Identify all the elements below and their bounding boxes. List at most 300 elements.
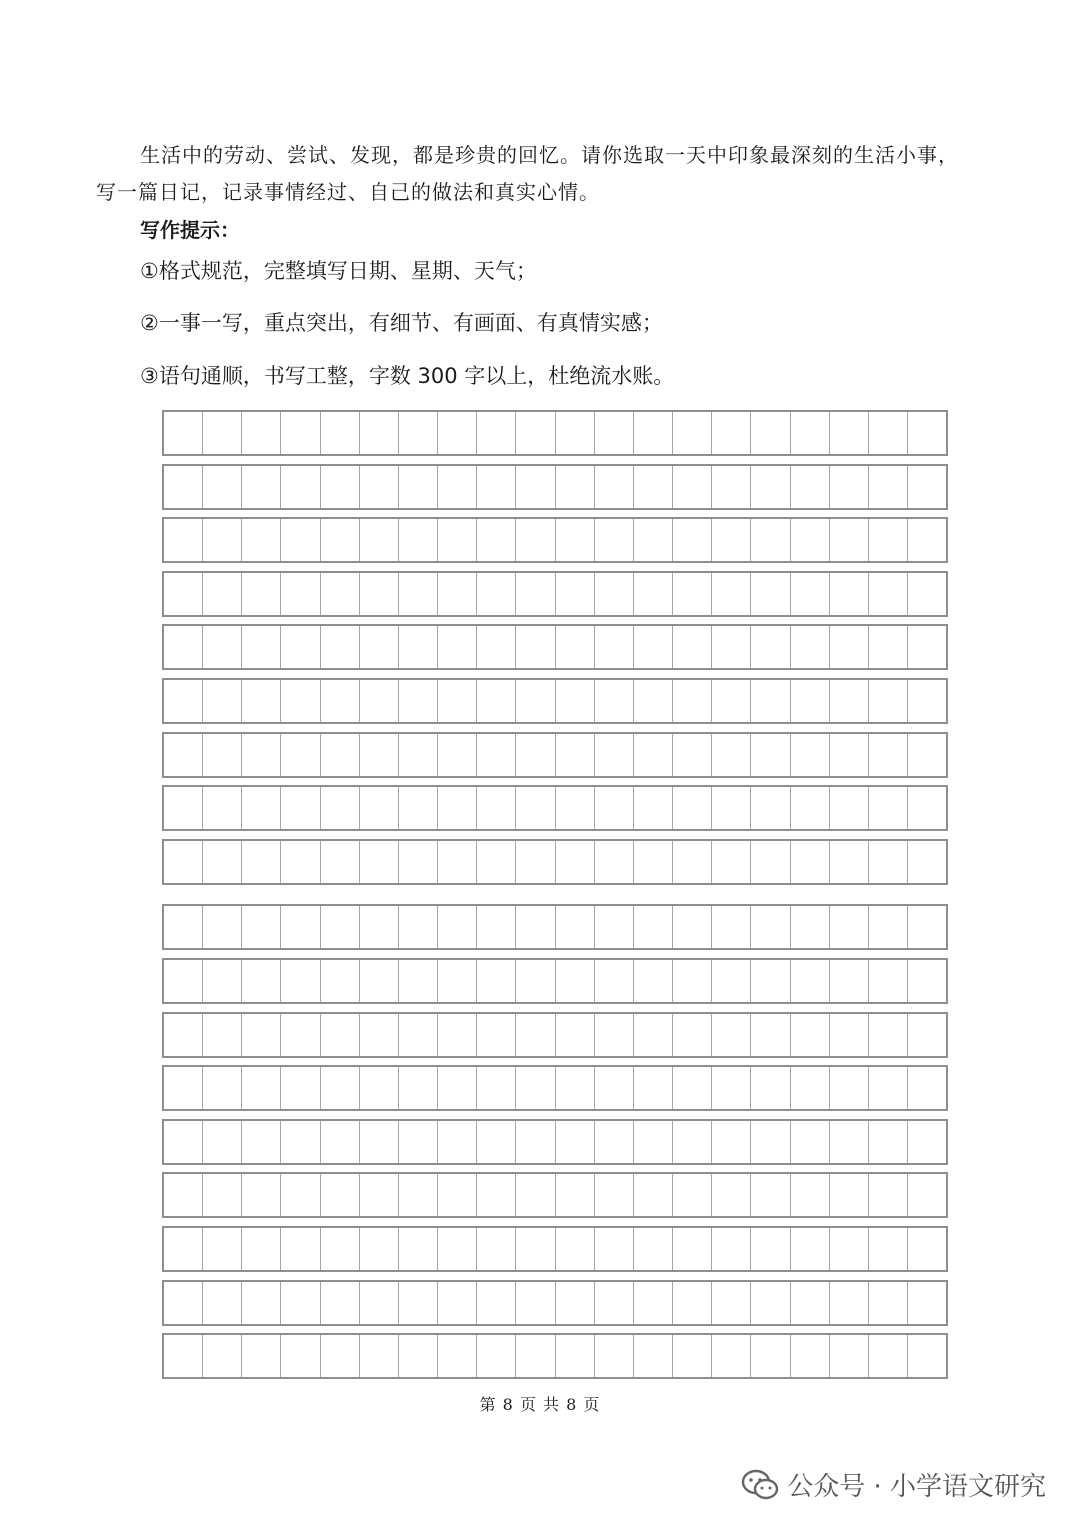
grid-cell[interactable]: [673, 626, 712, 668]
grid-cell[interactable]: [360, 466, 399, 508]
grid-cell[interactable]: [634, 841, 673, 883]
grid-cell[interactable]: [360, 1282, 399, 1324]
grid-cell[interactable]: [438, 1282, 477, 1324]
grid-cell[interactable]: [830, 1014, 869, 1056]
grid-cell[interactable]: [595, 626, 634, 668]
grid-cell[interactable]: [595, 519, 634, 561]
grid-cell[interactable]: [281, 734, 320, 776]
grid-cell[interactable]: [399, 680, 438, 722]
grid-cell[interactable]: [399, 1282, 438, 1324]
grid-cell[interactable]: [869, 1335, 908, 1377]
grid-cell[interactable]: [908, 1067, 946, 1109]
grid-cell[interactable]: [908, 841, 946, 883]
grid-cell[interactable]: [634, 1282, 673, 1324]
grid-cell[interactable]: [477, 960, 516, 1002]
grid-cell[interactable]: [634, 573, 673, 615]
grid-cell[interactable]: [791, 573, 830, 615]
grid-cell[interactable]: [203, 734, 242, 776]
grid-cell[interactable]: [399, 1174, 438, 1216]
grid-cell[interactable]: [438, 960, 477, 1002]
grid-cell[interactable]: [321, 466, 360, 508]
grid-cell[interactable]: [908, 1014, 946, 1056]
grid-cell[interactable]: [321, 841, 360, 883]
grid-cell[interactable]: [830, 680, 869, 722]
grid-cell[interactable]: [203, 1014, 242, 1056]
grid-cell[interactable]: [556, 626, 595, 668]
grid-cell[interactable]: [477, 519, 516, 561]
grid-cell[interactable]: [751, 906, 790, 948]
grid-cell[interactable]: [360, 519, 399, 561]
grid-cell[interactable]: [712, 1067, 751, 1109]
grid-cell[interactable]: [830, 960, 869, 1002]
grid-cell[interactable]: [556, 906, 595, 948]
grid-cell[interactable]: [438, 1174, 477, 1216]
grid-cell[interactable]: [164, 906, 203, 948]
grid-cell[interactable]: [242, 734, 281, 776]
grid-cell[interactable]: [242, 626, 281, 668]
grid-cell[interactable]: [673, 573, 712, 615]
grid-cell[interactable]: [673, 466, 712, 508]
grid-cell[interactable]: [791, 1067, 830, 1109]
grid-cell[interactable]: [751, 1228, 790, 1270]
grid-cell[interactable]: [516, 1228, 555, 1270]
grid-cell[interactable]: [751, 1282, 790, 1324]
grid-cell[interactable]: [556, 1067, 595, 1109]
grid-cell[interactable]: [869, 1282, 908, 1324]
grid-cell[interactable]: [438, 1121, 477, 1163]
grid-cell[interactable]: [516, 1174, 555, 1216]
grid-cell[interactable]: [516, 734, 555, 776]
grid-cell[interactable]: [595, 680, 634, 722]
grid-cell[interactable]: [360, 1121, 399, 1163]
grid-cell[interactable]: [360, 1228, 399, 1270]
grid-cell[interactable]: [712, 519, 751, 561]
grid-cell[interactable]: [164, 1014, 203, 1056]
grid-cell[interactable]: [203, 1228, 242, 1270]
grid-cell[interactable]: [595, 1228, 634, 1270]
grid-cell[interactable]: [869, 573, 908, 615]
grid-cell[interactable]: [438, 1335, 477, 1377]
grid-cell[interactable]: [751, 734, 790, 776]
grid-cell[interactable]: [869, 841, 908, 883]
grid-cell[interactable]: [321, 1174, 360, 1216]
grid-cell[interactable]: [673, 734, 712, 776]
grid-cell[interactable]: [712, 1174, 751, 1216]
grid-cell[interactable]: [516, 626, 555, 668]
grid-cell[interactable]: [281, 1282, 320, 1324]
grid-cell[interactable]: [869, 1228, 908, 1270]
grid-cell[interactable]: [791, 734, 830, 776]
grid-cell[interactable]: [712, 573, 751, 615]
grid-cell[interactable]: [321, 960, 360, 1002]
grid-cell[interactable]: [281, 1174, 320, 1216]
grid-cell[interactable]: [516, 1121, 555, 1163]
grid-cell[interactable]: [634, 1121, 673, 1163]
grid-cell[interactable]: [791, 680, 830, 722]
grid-cell[interactable]: [516, 787, 555, 829]
grid-cell[interactable]: [869, 960, 908, 1002]
grid-cell[interactable]: [281, 680, 320, 722]
grid-cell[interactable]: [751, 519, 790, 561]
grid-cell[interactable]: [830, 573, 869, 615]
grid-cell[interactable]: [516, 1282, 555, 1324]
grid-cell[interactable]: [477, 1067, 516, 1109]
grid-cell[interactable]: [791, 1174, 830, 1216]
grid-cell[interactable]: [477, 466, 516, 508]
grid-cell[interactable]: [242, 1174, 281, 1216]
grid-cell[interactable]: [556, 960, 595, 1002]
grid-cell[interactable]: [712, 1282, 751, 1324]
grid-cell[interactable]: [908, 787, 946, 829]
grid-cell[interactable]: [516, 680, 555, 722]
grid-cell[interactable]: [556, 1014, 595, 1056]
grid-cell[interactable]: [477, 626, 516, 668]
grid-cell[interactable]: [556, 841, 595, 883]
grid-cell[interactable]: [869, 906, 908, 948]
grid-cell[interactable]: [595, 1282, 634, 1324]
grid-cell[interactable]: [281, 626, 320, 668]
grid-cell[interactable]: [634, 906, 673, 948]
grid-cell[interactable]: [634, 1174, 673, 1216]
grid-cell[interactable]: [869, 519, 908, 561]
grid-cell[interactable]: [869, 626, 908, 668]
grid-cell[interactable]: [360, 1335, 399, 1377]
grid-cell[interactable]: [595, 734, 634, 776]
grid-cell[interactable]: [438, 466, 477, 508]
grid-cell[interactable]: [164, 787, 203, 829]
grid-cell[interactable]: [203, 787, 242, 829]
grid-cell[interactable]: [634, 1014, 673, 1056]
grid-cell[interactable]: [164, 960, 203, 1002]
grid-cell[interactable]: [360, 1174, 399, 1216]
grid-cell[interactable]: [712, 787, 751, 829]
grid-cell[interactable]: [751, 787, 790, 829]
grid-cell[interactable]: [321, 1014, 360, 1056]
grid-cell[interactable]: [399, 906, 438, 948]
grid-cell[interactable]: [360, 906, 399, 948]
grid-cell[interactable]: [751, 960, 790, 1002]
grid-cell[interactable]: [712, 412, 751, 454]
grid-cell[interactable]: [281, 412, 320, 454]
grid-cell[interactable]: [791, 1228, 830, 1270]
grid-cell[interactable]: [438, 841, 477, 883]
grid-cell[interactable]: [321, 787, 360, 829]
grid-cell[interactable]: [242, 1335, 281, 1377]
grid-cell[interactable]: [830, 412, 869, 454]
grid-cell[interactable]: [556, 519, 595, 561]
grid-cell[interactable]: [281, 1335, 320, 1377]
grid-cell[interactable]: [281, 1067, 320, 1109]
grid-cell[interactable]: [830, 787, 869, 829]
grid-cell[interactable]: [673, 519, 712, 561]
grid-cell[interactable]: [791, 1014, 830, 1056]
grid-cell[interactable]: [242, 680, 281, 722]
grid-cell[interactable]: [203, 1121, 242, 1163]
grid-cell[interactable]: [281, 960, 320, 1002]
grid-cell[interactable]: [164, 1228, 203, 1270]
grid-cell[interactable]: [360, 680, 399, 722]
grid-cell[interactable]: [908, 1174, 946, 1216]
grid-cell[interactable]: [830, 1067, 869, 1109]
grid-cell[interactable]: [242, 787, 281, 829]
grid-cell[interactable]: [751, 1067, 790, 1109]
grid-cell[interactable]: [673, 1014, 712, 1056]
grid-cell[interactable]: [712, 1228, 751, 1270]
grid-cell[interactable]: [399, 960, 438, 1002]
grid-cell[interactable]: [360, 1067, 399, 1109]
grid-cell[interactable]: [281, 466, 320, 508]
grid-cell[interactable]: [438, 519, 477, 561]
grid-cell[interactable]: [164, 519, 203, 561]
grid-cell[interactable]: [438, 412, 477, 454]
grid-cell[interactable]: [869, 787, 908, 829]
grid-cell[interactable]: [203, 841, 242, 883]
grid-cell[interactable]: [321, 1121, 360, 1163]
grid-cell[interactable]: [634, 787, 673, 829]
grid-cell[interactable]: [281, 573, 320, 615]
grid-cell[interactable]: [360, 1014, 399, 1056]
grid-cell[interactable]: [751, 841, 790, 883]
grid-cell[interactable]: [516, 841, 555, 883]
grid-cell[interactable]: [399, 1121, 438, 1163]
grid-cell[interactable]: [634, 519, 673, 561]
grid-cell[interactable]: [908, 1121, 946, 1163]
grid-cell[interactable]: [321, 519, 360, 561]
grid-cell[interactable]: [438, 1228, 477, 1270]
grid-cell[interactable]: [595, 960, 634, 1002]
grid-cell[interactable]: [908, 519, 946, 561]
grid-cell[interactable]: [477, 1174, 516, 1216]
grid-cell[interactable]: [634, 1067, 673, 1109]
grid-cell[interactable]: [595, 906, 634, 948]
grid-cell[interactable]: [242, 960, 281, 1002]
grid-cell[interactable]: [321, 626, 360, 668]
grid-cell[interactable]: [477, 573, 516, 615]
grid-cell[interactable]: [438, 680, 477, 722]
grid-cell[interactable]: [751, 466, 790, 508]
grid-cell[interactable]: [516, 960, 555, 1002]
grid-cell[interactable]: [516, 1014, 555, 1056]
grid-cell[interactable]: [830, 1282, 869, 1324]
grid-cell[interactable]: [477, 680, 516, 722]
grid-cell[interactable]: [634, 960, 673, 1002]
grid-cell[interactable]: [477, 841, 516, 883]
grid-cell[interactable]: [595, 1174, 634, 1216]
grid-cell[interactable]: [556, 787, 595, 829]
grid-cell[interactable]: [634, 412, 673, 454]
grid-cell[interactable]: [164, 841, 203, 883]
grid-cell[interactable]: [203, 1067, 242, 1109]
grid-cell[interactable]: [281, 841, 320, 883]
grid-cell[interactable]: [830, 841, 869, 883]
grid-cell[interactable]: [321, 1228, 360, 1270]
grid-cell[interactable]: [791, 1121, 830, 1163]
grid-cell[interactable]: [281, 1121, 320, 1163]
grid-cell[interactable]: [360, 841, 399, 883]
grid-cell[interactable]: [399, 1228, 438, 1270]
grid-cell[interactable]: [712, 1014, 751, 1056]
grid-cell[interactable]: [556, 412, 595, 454]
grid-cell[interactable]: [595, 1335, 634, 1377]
grid-cell[interactable]: [908, 1282, 946, 1324]
grid-cell[interactable]: [203, 573, 242, 615]
grid-cell[interactable]: [908, 626, 946, 668]
grid-cell[interactable]: [242, 1121, 281, 1163]
grid-cell[interactable]: [164, 573, 203, 615]
grid-cell[interactable]: [673, 1067, 712, 1109]
grid-cell[interactable]: [791, 1282, 830, 1324]
grid-cell[interactable]: [477, 412, 516, 454]
grid-cell[interactable]: [203, 960, 242, 1002]
grid-cell[interactable]: [242, 1067, 281, 1109]
grid-cell[interactable]: [477, 1014, 516, 1056]
grid-cell[interactable]: [556, 573, 595, 615]
grid-cell[interactable]: [791, 1335, 830, 1377]
grid-cell[interactable]: [281, 1228, 320, 1270]
grid-cell[interactable]: [399, 1335, 438, 1377]
grid-cell[interactable]: [281, 906, 320, 948]
grid-cell[interactable]: [399, 466, 438, 508]
grid-cell[interactable]: [203, 1282, 242, 1324]
grid-cell[interactable]: [556, 1335, 595, 1377]
grid-cell[interactable]: [438, 787, 477, 829]
grid-cell[interactable]: [908, 573, 946, 615]
grid-cell[interactable]: [712, 841, 751, 883]
grid-cell[interactable]: [242, 841, 281, 883]
grid-cell[interactable]: [595, 787, 634, 829]
grid-cell[interactable]: [634, 1228, 673, 1270]
grid-cell[interactable]: [164, 1335, 203, 1377]
grid-cell[interactable]: [595, 573, 634, 615]
grid-cell[interactable]: [595, 1121, 634, 1163]
grid-cell[interactable]: [556, 1282, 595, 1324]
grid-cell[interactable]: [791, 960, 830, 1002]
grid-cell[interactable]: [869, 1121, 908, 1163]
grid-cell[interactable]: [791, 412, 830, 454]
grid-cell[interactable]: [321, 1335, 360, 1377]
grid-cell[interactable]: [673, 1174, 712, 1216]
grid-cell[interactable]: [751, 573, 790, 615]
grid-cell[interactable]: [556, 1174, 595, 1216]
grid-cell[interactable]: [516, 573, 555, 615]
grid-cell[interactable]: [908, 906, 946, 948]
grid-cell[interactable]: [751, 1174, 790, 1216]
grid-cell[interactable]: [477, 1121, 516, 1163]
grid-cell[interactable]: [595, 412, 634, 454]
grid-cell[interactable]: [673, 1282, 712, 1324]
grid-cell[interactable]: [281, 519, 320, 561]
grid-cell[interactable]: [477, 906, 516, 948]
grid-cell[interactable]: [751, 680, 790, 722]
grid-cell[interactable]: [712, 960, 751, 1002]
grid-cell[interactable]: [321, 906, 360, 948]
grid-cell[interactable]: [634, 734, 673, 776]
grid-cell[interactable]: [516, 519, 555, 561]
grid-cell[interactable]: [673, 841, 712, 883]
grid-cell[interactable]: [281, 787, 320, 829]
grid-cell[interactable]: [242, 1282, 281, 1324]
grid-cell[interactable]: [321, 734, 360, 776]
grid-cell[interactable]: [791, 466, 830, 508]
grid-cell[interactable]: [673, 787, 712, 829]
grid-cell[interactable]: [164, 466, 203, 508]
grid-cell[interactable]: [477, 787, 516, 829]
grid-cell[interactable]: [673, 680, 712, 722]
grid-cell[interactable]: [869, 1174, 908, 1216]
grid-cell[interactable]: [360, 787, 399, 829]
grid-cell[interactable]: [712, 1335, 751, 1377]
grid-cell[interactable]: [830, 1174, 869, 1216]
grid-cell[interactable]: [438, 734, 477, 776]
grid-cell[interactable]: [869, 466, 908, 508]
grid-cell[interactable]: [242, 1228, 281, 1270]
grid-cell[interactable]: [712, 906, 751, 948]
grid-cell[interactable]: [712, 1121, 751, 1163]
grid-cell[interactable]: [399, 626, 438, 668]
grid-cell[interactable]: [399, 841, 438, 883]
grid-cell[interactable]: [869, 734, 908, 776]
grid-cell[interactable]: [791, 841, 830, 883]
grid-cell[interactable]: [830, 626, 869, 668]
grid-cell[interactable]: [399, 1014, 438, 1056]
grid-cell[interactable]: [203, 1335, 242, 1377]
grid-cell[interactable]: [242, 906, 281, 948]
grid-cell[interactable]: [908, 412, 946, 454]
grid-cell[interactable]: [673, 960, 712, 1002]
grid-cell[interactable]: [242, 519, 281, 561]
grid-cell[interactable]: [438, 626, 477, 668]
grid-cell[interactable]: [203, 519, 242, 561]
grid-cell[interactable]: [634, 466, 673, 508]
grid-cell[interactable]: [477, 1335, 516, 1377]
grid-cell[interactable]: [281, 1014, 320, 1056]
grid-cell[interactable]: [751, 1335, 790, 1377]
grid-cell[interactable]: [516, 906, 555, 948]
grid-cell[interactable]: [164, 1174, 203, 1216]
grid-cell[interactable]: [556, 734, 595, 776]
grid-cell[interactable]: [360, 412, 399, 454]
grid-cell[interactable]: [164, 626, 203, 668]
grid-cell[interactable]: [595, 841, 634, 883]
grid-cell[interactable]: [164, 1067, 203, 1109]
grid-cell[interactable]: [595, 1014, 634, 1056]
grid-cell[interactable]: [321, 1282, 360, 1324]
grid-cell[interactable]: [595, 1067, 634, 1109]
grid-cell[interactable]: [438, 573, 477, 615]
grid-cell[interactable]: [791, 519, 830, 561]
grid-cell[interactable]: [321, 573, 360, 615]
grid-cell[interactable]: [830, 1121, 869, 1163]
grid-cell[interactable]: [438, 906, 477, 948]
grid-cell[interactable]: [712, 680, 751, 722]
grid-cell[interactable]: [634, 680, 673, 722]
grid-cell[interactable]: [869, 680, 908, 722]
grid-cell[interactable]: [751, 412, 790, 454]
grid-cell[interactable]: [673, 412, 712, 454]
grid-cell[interactable]: [399, 1067, 438, 1109]
grid-cell[interactable]: [869, 1067, 908, 1109]
grid-cell[interactable]: [203, 1174, 242, 1216]
grid-cell[interactable]: [751, 1014, 790, 1056]
grid-cell[interactable]: [477, 734, 516, 776]
grid-cell[interactable]: [712, 734, 751, 776]
grid-cell[interactable]: [242, 1014, 281, 1056]
grid-cell[interactable]: [164, 1121, 203, 1163]
grid-cell[interactable]: [203, 466, 242, 508]
grid-cell[interactable]: [751, 626, 790, 668]
grid-cell[interactable]: [242, 412, 281, 454]
grid-cell[interactable]: [830, 466, 869, 508]
